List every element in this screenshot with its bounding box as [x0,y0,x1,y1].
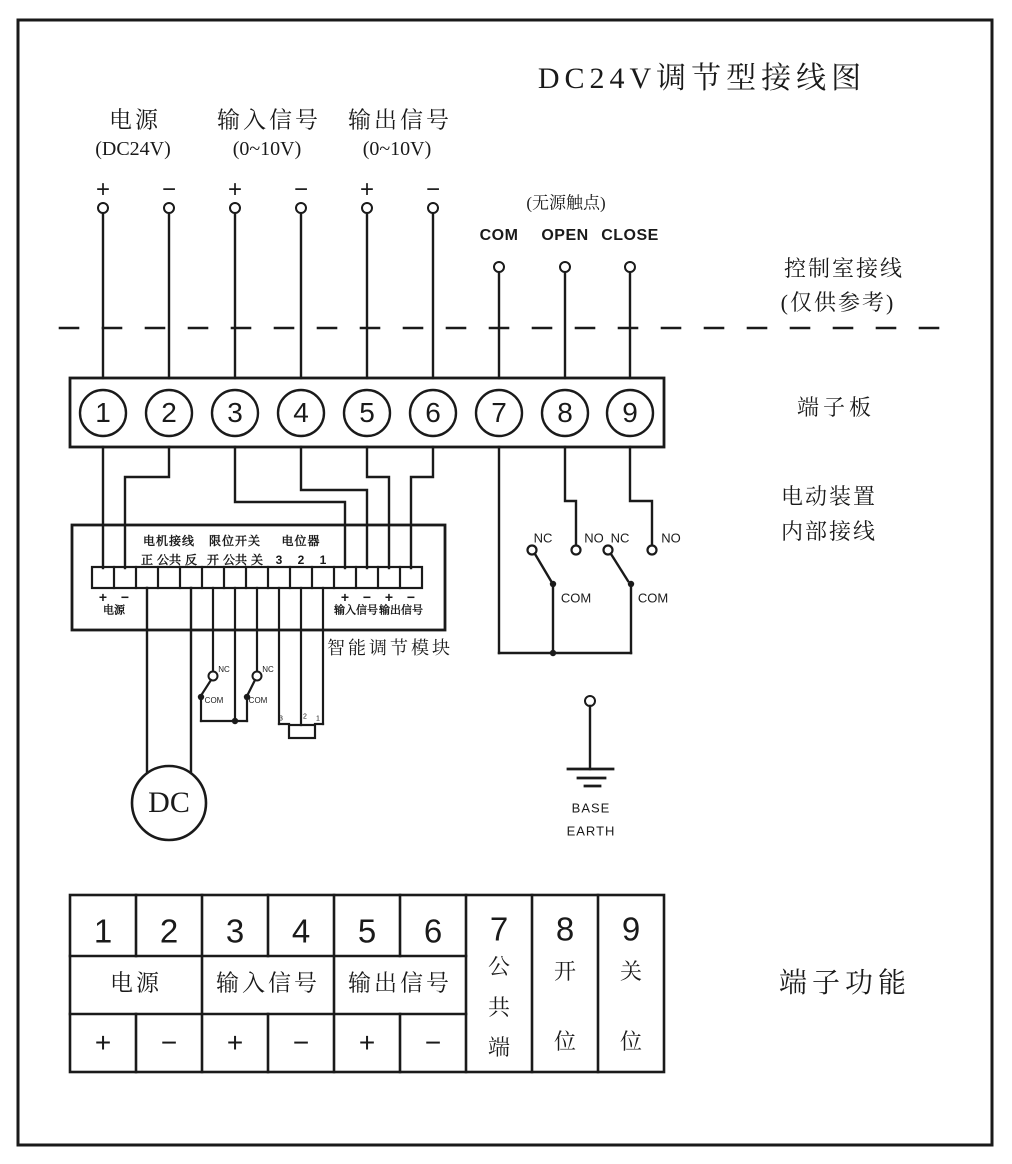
module-output-signal-label: 输出信号 [379,604,423,617]
board-terminal-number-5: 5 [359,397,375,428]
table-col7-char-1: 公 [487,954,511,979]
internal-wiring-note-line2: 内部接线 [780,519,878,544]
control-room-note-line2: (仅供参考) [780,290,896,315]
terminal-board-note: 端子板 [796,395,876,420]
contact-label-close: CLOSE [601,227,659,244]
motor-label: DC [148,786,190,819]
module-pin-common-2: 公共 [222,553,248,567]
module-input-signal-label: 输入信号 [334,604,378,617]
module-group-potentiometer: 电位器 [281,534,321,548]
pot-pin-label-3: 3 [279,715,283,723]
table-col7-char-3: 端 [487,1035,511,1060]
ground-label-base: BASE [571,800,611,816]
table-number-5: 5 [357,912,377,950]
input-signal-group-label: 输入信号 [217,107,321,133]
board-terminal-number-2: 2 [161,397,177,428]
module-output-plus: + [384,589,394,605]
table-polarity-2: − [160,1027,178,1058]
table-number-9: 9 [621,910,641,948]
module-input-minus: − [362,589,372,605]
diagram-title: DC24V调节型接线图 [537,62,867,95]
contact-label-com: COM [479,227,519,244]
limit-switch-com-label-1: COM [204,696,224,705]
table-number-1: 1 [93,912,113,950]
contact-switch-no-label-2: NO [661,530,681,546]
board-terminal-number-7: 7 [491,397,507,428]
input-signal-group-range: (0~10V) [232,138,302,160]
table-function-input: 输入信号 [216,970,320,996]
table-col8-char-2: 位 [553,1029,577,1054]
module-pin-reverse: 反 [184,553,198,567]
board-to-module-wires [103,447,652,653]
limit-switch-com-label-2: COM [248,696,268,705]
table-col9-char-2: 位 [619,1029,643,1054]
table-polarity-1: + [94,1027,112,1058]
module-pin-common-1: 公共 [156,553,182,567]
power-group-range: (DC24V) [95,138,171,160]
contact-switch-nc-label-1: NC [533,530,553,546]
table-number-4: 4 [291,912,311,950]
polarity-minus-1: − [161,176,177,203]
table-polarity-4: − [292,1027,310,1058]
module-pin-close: 关 [250,553,264,567]
module-terminal-squares [92,567,422,588]
table-polarity-5: + [358,1027,376,1058]
table-number-3: 3 [225,912,245,950]
module-input-plus: + [340,589,350,605]
module-power-minus: − [120,589,130,605]
table-function-output: 输出信号 [348,970,452,996]
pot-pin-label-1: 1 [316,715,320,723]
contact-switch-com-label-1: COM [560,590,592,606]
control-room-note-line1: 控制室接线 [783,256,905,281]
polarity-minus-2: − [293,176,309,203]
module-pin-forward: 正 [140,553,154,567]
contact-label-open: OPEN [541,227,589,244]
module-output-minus: − [406,589,416,605]
table-number-8: 8 [555,910,575,948]
power-group-label: 电源 [109,107,161,133]
internal-wiring-note-line1: 电动装置 [780,484,878,509]
module-power-plus: + [98,589,108,605]
pot-pin-label-2: 2 [303,713,307,721]
board-terminal-number-9: 9 [622,397,638,428]
module-pin-pot1: 1 [319,553,327,567]
module-group-limit-switch: 限位开关 [208,534,262,548]
terminal-function-note: 端子功能 [778,968,912,999]
module-pin-pot2: 2 [297,553,305,567]
contact-switch-no-label-1: NO [584,530,604,546]
board-terminal-number-1: 1 [95,397,111,428]
table-col9-char-1: 关 [619,959,643,984]
limit-switch-nc-label-1: NC [218,665,230,674]
board-terminal-number-6: 6 [425,397,441,428]
ground-label-earth: EARTH [566,823,616,839]
dry-contact-note: (无源触点) [526,193,606,213]
contact-switch-nc-label-2: NC [610,530,630,546]
polarity-plus-1: + [95,176,111,203]
contact-switch-com-label-2: COM [637,590,669,606]
module-group-motor: 电机接线 [142,534,196,548]
table-number-7: 7 [489,910,509,948]
table-polarity-6: − [424,1027,442,1058]
board-terminal-number-3: 3 [227,397,243,428]
polarity-plus-2: + [227,176,243,203]
output-signal-group-label: 输出信号 [348,107,452,133]
output-signal-group-range: (0~10V) [362,138,432,160]
table-function-power: 电源 [110,970,162,996]
module-pin-open: 开 [206,553,220,567]
module-power-label: 电源 [103,604,125,617]
module-label: 智能调节模块 [327,638,453,658]
table-number-2: 2 [159,912,179,950]
table-col8-char-1: 开 [553,959,577,984]
polarity-plus-3: + [359,176,375,203]
table-col7-char-2: 共 [487,995,511,1020]
limit-switch-nc-label-2: NC [262,665,274,674]
table-number-6: 6 [423,912,443,950]
polarity-minus-3: − [425,176,441,203]
table-polarity-3: + [226,1027,244,1058]
ground-symbol [568,696,613,786]
board-terminal-number-8: 8 [557,397,573,428]
module-pin-pot3: 3 [275,553,283,567]
board-terminal-number-4: 4 [293,397,309,428]
